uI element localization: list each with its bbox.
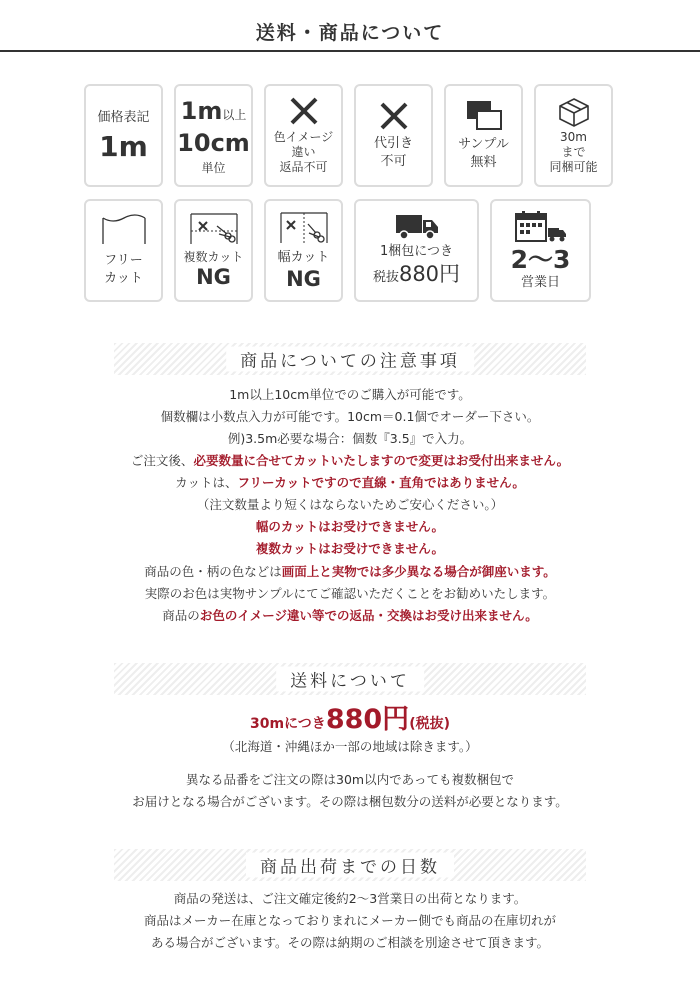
- bundle-line3: 同梱可能: [549, 159, 598, 174]
- width-cut-badge: [264, 199, 343, 302]
- multi-cut-line1: 複数カット: [183, 250, 244, 264]
- bundle-line2: まで: [561, 144, 586, 159]
- shipping-price-line: [0, 705, 700, 739]
- shipping-price-suffix: (税抜): [409, 716, 450, 732]
- page-title: 送料・商品について: [255, 22, 445, 44]
- shipping-heading: 送料について: [276, 667, 424, 692]
- scissors-cut-icon: [279, 211, 329, 245]
- note-line: 個数欄は小数点入力が可能です。10cm＝0.1個でオーダー下さい。: [160, 409, 540, 424]
- sample-line1: サンプル: [458, 136, 509, 152]
- unit-label: 単位: [201, 161, 226, 175]
- shipping-fee-tax-label: 税抜: [372, 269, 399, 285]
- width-cut-line1: 幅カット: [277, 249, 330, 265]
- note-line: 複数カットはお受けできません。: [255, 541, 445, 556]
- bundle-badge: [534, 84, 613, 187]
- shipping-price: 880円: [325, 704, 410, 735]
- cross-icon: [289, 96, 319, 126]
- delivery-body-line3: ある場合がございます。その際は納期のご相談を別途させて頂きます。: [150, 935, 549, 950]
- delivery-heading: 商品出荷までの日数: [246, 853, 454, 878]
- shipping-heading-bar: [114, 663, 586, 695]
- shipping-fee-price: 880円: [398, 261, 461, 286]
- color-return-line2: 違い: [291, 145, 316, 159]
- free-cut-line2: カット: [104, 270, 143, 286]
- cod-line2: 不可: [380, 153, 407, 169]
- note-line: 実際のお色は実物サンプルにてご確認いただくことをお勧めいたします。: [144, 586, 556, 601]
- sample-line2: 無料: [470, 154, 497, 170]
- notes-heading: 商品についての注意事項: [226, 347, 474, 372]
- note-line: 幅のカットはお受けできません。: [255, 519, 445, 534]
- multi-cut-badge: [174, 199, 253, 302]
- multi-cut-ng: NG: [196, 265, 231, 289]
- note-line: カットは、フリーカットですので直線・直角ではありません。: [175, 475, 525, 490]
- truck-icon: [395, 213, 439, 241]
- notes-heading-bar: [114, 343, 586, 375]
- free-cut-line1: フリー: [104, 252, 143, 268]
- delivery-body-line2: 商品はメーカー在庫となっておりまれにメーカー側でも商品の在庫切れが: [143, 913, 556, 928]
- scissors-cut-icon: [189, 212, 239, 246]
- cod-line1: 代引き: [373, 135, 413, 151]
- cross-icon: [379, 101, 409, 131]
- box-icon: [558, 97, 590, 127]
- note-line: （注文数量より短くはならないためご安心ください。）: [196, 497, 504, 512]
- price-notation-value: 1m: [99, 129, 148, 163]
- shipping-fee-badge: [354, 199, 479, 302]
- cod-badge: [354, 84, 433, 187]
- unit-badge: [174, 84, 253, 187]
- color-return-line1: 色イメージ: [273, 130, 334, 144]
- delivery-heading-bar: [114, 849, 586, 881]
- shipping-price-prefix: 30mにつき: [250, 716, 326, 732]
- color-return-line3: 返品不可: [279, 160, 328, 174]
- note-line: ご注文後、必要数量に合せてカットいたしますので変更はお受付出来ません。: [130, 453, 570, 468]
- price-notation-badge: [84, 84, 163, 187]
- title-underline: [0, 50, 700, 52]
- note-line: 1m以上10cm単位でのご購入が可能です。: [229, 387, 471, 402]
- shipping-body-line1: 異なる品番をご注文の際は30m以内であっても複数梱包で: [186, 772, 514, 787]
- calendar-truck-icon: [515, 210, 567, 244]
- sample-badge: [444, 84, 523, 187]
- shipping-fee-line1: 1梱包につき: [379, 243, 453, 259]
- delivery-days-label: 営業日: [520, 274, 560, 290]
- shipping-body-line2: お届けとなる場合がございます。その際は梱包数分の送料が必要となります。: [132, 794, 568, 809]
- sample-swatch-icon: [466, 100, 502, 130]
- delivery-days-badge: [490, 199, 591, 302]
- note-line: 商品のお色のイメージ違い等での返品・交換はお受け出来ません。: [162, 608, 538, 623]
- color-return-badge: [264, 84, 343, 187]
- note-line: 例)3.5m必要な場合：個数『3.5』で入力。: [227, 431, 473, 446]
- delivery-days-value: 2〜3: [510, 244, 571, 274]
- note-line: 商品の色・柄の色などは画面上と実物では多少異なる場合が御座います。: [144, 564, 556, 579]
- unit-step: 10cm: [177, 129, 250, 157]
- width-cut-ng: NG: [286, 266, 321, 291]
- fabric-icon: [101, 214, 147, 246]
- unit-min-suffix: 以上: [222, 108, 247, 122]
- shipping-exception: （北海道・沖縄ほか一部の地域は除きます。）: [222, 739, 478, 754]
- free-cut-badge: [84, 199, 163, 302]
- price-notation-label: 価格表記: [97, 109, 150, 125]
- unit-min: 1m: [180, 97, 223, 125]
- delivery-body-line1: 商品の発送は、ご注文確定後約2〜3営業日の出荷となります。: [173, 891, 527, 906]
- bundle-line1: 30m: [560, 129, 587, 144]
